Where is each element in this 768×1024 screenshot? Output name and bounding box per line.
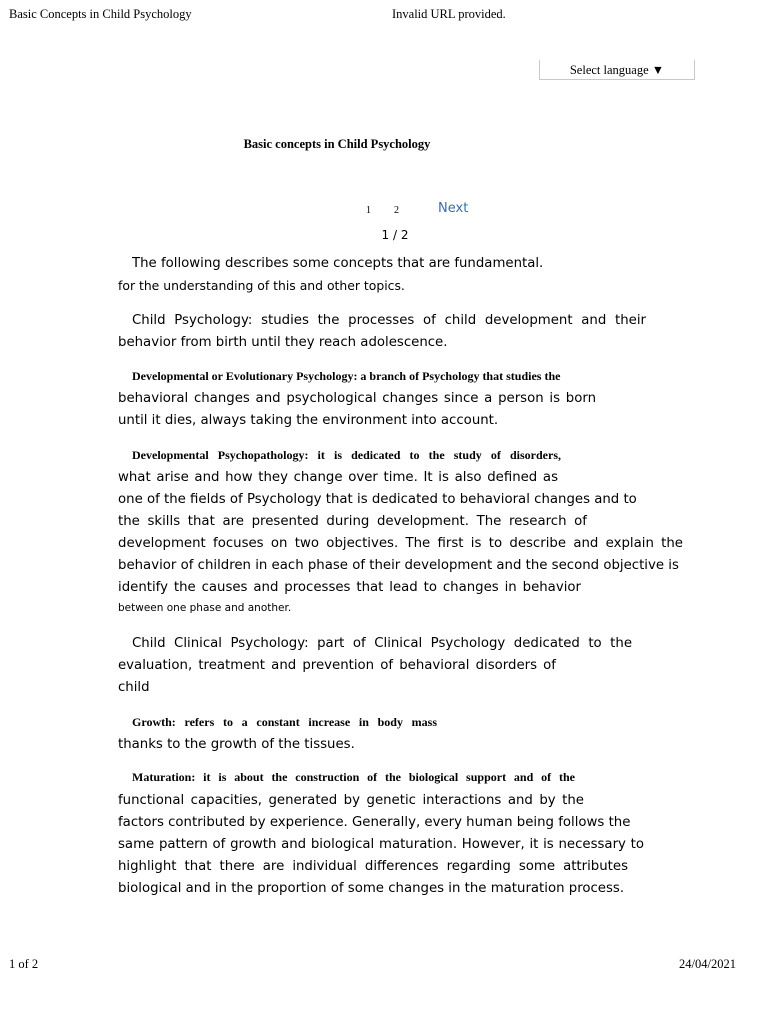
page-title: Basic concepts in Child Psychology <box>243 137 431 151</box>
text-line: development focuses on two objectives. The first is to describe and explain the <box>118 536 683 551</box>
text-line: Child Psychology: studies the processes of child development and their <box>132 313 646 328</box>
text-line: thanks to the growth of the tissues. <box>118 737 355 752</box>
text-line: what arise and how they change over time. It is also defined as <box>118 470 558 485</box>
text-line: Growth: refers to a constant increase in body mass <box>132 715 437 729</box>
text-line: between one phase and another. <box>118 602 292 614</box>
text-line: The following describes some concepts that are fundamental. <box>132 256 544 271</box>
text-line: highlight that there are individual differences regarding some attributes <box>118 859 628 874</box>
text-line: one of the fields of Psychology that is dedicated to behavioral changes and to <box>118 492 637 507</box>
text-line: Child Clinical Psychology: part of Clinical Psychology dedicated to the <box>132 636 632 651</box>
text-line: child <box>118 680 150 695</box>
print-footer-date: 24/04/2021 <box>679 957 736 971</box>
print-footer-page-count: 1 of 2 <box>9 957 39 971</box>
text-line: same pattern of growth and biological maturation. However, it is necessary to <box>118 837 644 852</box>
page-link-1[interactable]: 1 <box>366 205 371 216</box>
text-line: behavior from birth until they reach adolescence. <box>118 335 448 350</box>
text-line: Developmental Psychopathology: it is dedicated to the study of disorders, <box>132 448 561 462</box>
page-counter: 1 / 2 <box>381 228 409 242</box>
text-line: identify the causes and processes that lead to changes in behavior <box>118 580 581 595</box>
text-line: for the understanding of this and other topics. <box>118 278 405 293</box>
print-header-url-status: Invalid URL provided. <box>392 7 506 21</box>
text-line: until it dies, always taking the environment into account. <box>118 413 499 428</box>
text-line: the skills that are presented during development. The research of <box>118 514 587 529</box>
text-line: factors contributed by experience. Generally, every human being follows the <box>118 815 631 830</box>
text-line: functional capacities, generated by genetic interactions and by the <box>118 793 584 808</box>
text-line: behavioral changes and psychological changes since a person is born <box>118 391 596 406</box>
text-line: biological and in the proportion of some changes in the maturation process. <box>118 881 625 896</box>
page-link-2[interactable]: 2 <box>394 205 399 216</box>
print-header-title: Basic Concepts in Child Psychology <box>9 7 192 21</box>
text-line: evaluation, treatment and prevention of behavioral disorders of <box>118 658 556 673</box>
text-line: Maturation: it is about the construction of the biological support and of the <box>132 770 575 784</box>
next-page-link[interactable]: Next <box>438 201 469 216</box>
language-select[interactable]: Select language ▼ <box>539 60 695 80</box>
text-line: Developmental or Evolutionary Psychology: a branch of Psychology that studies the <box>132 369 561 383</box>
text-line: behavior of children in each phase of their development and the second objective is <box>118 558 679 573</box>
